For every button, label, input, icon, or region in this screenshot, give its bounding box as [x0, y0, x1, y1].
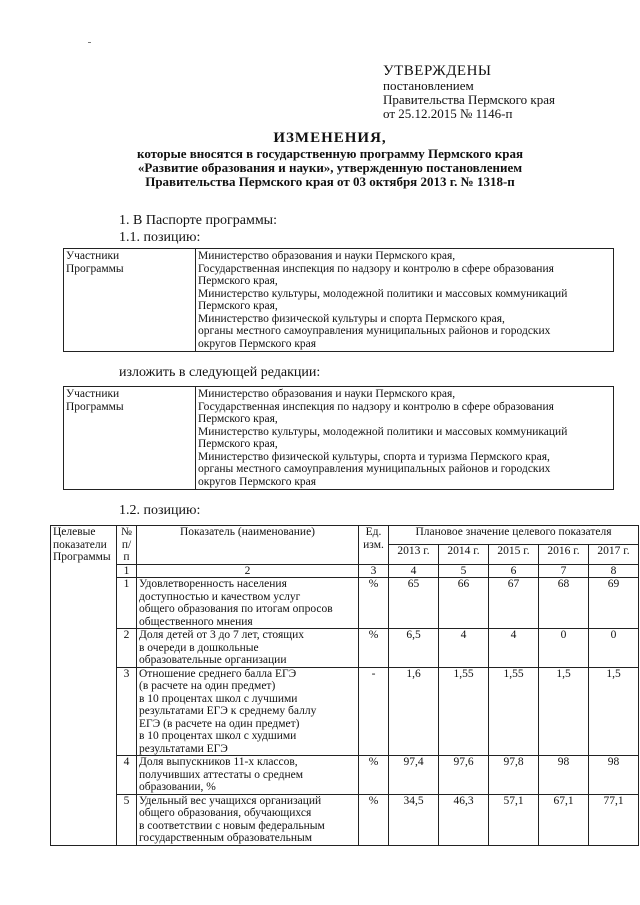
- name-line: Удовлетворенность населения: [139, 578, 287, 590]
- indicator-value: 4: [439, 629, 489, 668]
- name-line: государственным образовательным: [139, 832, 312, 844]
- column-number: 6: [489, 564, 539, 578]
- name-line: в 10 процентах школ с худшими: [139, 730, 297, 742]
- row-number: 4: [117, 756, 137, 795]
- table-row: [51, 578, 639, 629]
- indicator-name: [137, 578, 359, 629]
- table-row: [51, 756, 639, 795]
- restate-instruction: изложить в следующей редакции:: [119, 365, 321, 380]
- participant-line: Министерство физической культуры, спорта и туризма Пермского края,: [198, 450, 550, 463]
- indicator-value: 77,1: [589, 794, 639, 845]
- participant-line: Пермского края,: [198, 413, 278, 425]
- header-line: изм.: [363, 538, 384, 551]
- indicator-value: 97,6: [439, 756, 489, 795]
- participant-line: округов Пермского края: [198, 337, 317, 350]
- header-num: [117, 526, 137, 565]
- table-row: [51, 667, 639, 756]
- document-heading: ИЗМЕНЕНИЯ,: [273, 130, 387, 146]
- indicator-name: [137, 667, 359, 756]
- header-line: №: [121, 526, 132, 538]
- approval-line: от 25.12.2015 № 1146-п: [383, 106, 513, 121]
- participant-line: Министерство образования и науки Пермского края,: [198, 388, 456, 400]
- header-year: 2014 г.: [439, 545, 489, 564]
- indicator-value: 98: [589, 756, 639, 795]
- indicator-unit: %: [359, 794, 389, 845]
- indicator-value: 0: [589, 629, 639, 668]
- row-number: 2: [117, 629, 137, 668]
- name-line: результатами ЕГЭ: [139, 742, 228, 755]
- indicator-value: 34,5: [389, 794, 439, 845]
- participant-line: Пермского края,: [198, 275, 278, 287]
- indicator-value: 1,5: [589, 667, 639, 756]
- table-row: [51, 629, 639, 668]
- name-line: Удельный вес учащихся организаций: [139, 794, 322, 807]
- indicator-value: 97,8: [489, 756, 539, 795]
- label-line: Программы: [53, 551, 111, 563]
- section-heading: 1. В Паспорте программы:: [119, 213, 277, 228]
- table-row: [51, 794, 639, 845]
- indicators-left-label: [51, 526, 117, 846]
- name-line: общественного мнения: [139, 615, 253, 628]
- indicators-table: [50, 525, 639, 846]
- participants-list: [196, 387, 614, 490]
- indicator-name: [137, 629, 359, 668]
- indicator-name: [137, 794, 359, 845]
- row-number: 1: [117, 578, 137, 629]
- row-number: 3: [117, 667, 137, 756]
- indicator-value: 67,1: [539, 794, 589, 845]
- subtitle-line: Правительства Пермского края от 03 октября 2013 г. № 1318-п: [145, 174, 515, 189]
- participant-line: Министерство культуры, молодежной политики и массовых коммуникаций: [198, 287, 568, 300]
- column-number: 5: [439, 564, 489, 578]
- indicator-unit: %: [359, 629, 389, 668]
- header-line: Ед.: [365, 526, 382, 538]
- subtitle-line: которые вносятся в государственную программу Пермского края: [137, 146, 523, 161]
- column-number: 7: [539, 564, 589, 578]
- indicator-value: 66: [439, 578, 489, 629]
- name-line: Доля выпускников 11-х классов,: [139, 756, 298, 768]
- column-number: 4: [389, 564, 439, 578]
- name-line: в очереди в дошкольные: [139, 641, 259, 654]
- participant-line: Министерство физической культуры и спорта Пермского края,: [198, 312, 505, 325]
- participant-line: органы местного самоуправления муниципальных районов и городских: [198, 325, 551, 337]
- label-line: Программы: [66, 400, 124, 413]
- subsection-heading: 1.2. позицию:: [119, 503, 201, 518]
- approval-title: УТВЕРЖДЕНЫ: [383, 63, 492, 79]
- approval-line: Правительства Пермского края: [383, 92, 555, 107]
- participant-line: органы местного самоуправления муниципальных районов и городских: [198, 463, 551, 475]
- passport-table-new: [63, 386, 614, 490]
- participants-list: [196, 249, 614, 352]
- scan-artifact: [88, 42, 91, 43]
- indicator-value: 67: [489, 578, 539, 629]
- header-year: 2016 г.: [539, 545, 589, 564]
- subtitle-line: «Развитие образования и науки», утвержденную постановлением: [137, 160, 523, 175]
- indicator-value: 46,3: [439, 794, 489, 845]
- indicator-value: 1,55: [489, 667, 539, 756]
- name-line: общего образования, обучающихся: [139, 807, 312, 819]
- subsection-heading: 1.1. позицию:: [119, 230, 201, 245]
- name-line: (в расчете на один предмет): [139, 680, 276, 692]
- participant-line: Министерство культуры, молодежной политики и массовых коммуникаций: [198, 425, 568, 438]
- column-number: 3: [359, 564, 389, 578]
- indicator-value: 0: [539, 629, 589, 668]
- column-number: 2: [137, 564, 359, 578]
- passport-table-old: [63, 248, 614, 352]
- indicator-value: 1,5: [539, 667, 589, 756]
- header-plan: Плановое значение целевого показателя: [389, 526, 639, 545]
- indicator-value: 69: [589, 578, 639, 629]
- header-year: 2013 г.: [389, 545, 439, 564]
- participant-line: Пермского края,: [198, 300, 278, 312]
- indicator-value: 97,4: [389, 756, 439, 795]
- participant-line: Пермского края,: [198, 438, 278, 450]
- name-line: образовательные организации: [139, 654, 287, 666]
- indicator-unit: %: [359, 756, 389, 795]
- indicator-name: [137, 756, 359, 795]
- indicator-value: 1,55: [439, 667, 489, 756]
- participant-line: Министерство образования и науки Пермского края,: [198, 250, 456, 262]
- name-line: получивших аттестаты о среднем: [139, 768, 304, 781]
- indicator-value: 68: [539, 578, 589, 629]
- indicator-unit: -: [359, 667, 389, 756]
- indicator-value: 57,1: [489, 794, 539, 845]
- label-line: Программы: [66, 262, 124, 275]
- indicator-value: 98: [539, 756, 589, 795]
- row-number: 5: [117, 794, 137, 845]
- header-year: 2015 г.: [489, 545, 539, 564]
- label-line: Участники: [66, 250, 120, 262]
- header-year: 2017 г.: [589, 545, 639, 564]
- label-line: Участники: [66, 388, 120, 400]
- header-unit: [359, 526, 389, 565]
- name-line: в 10 процентах школ с лучшими: [139, 692, 298, 705]
- participant-line: округов Пермского края: [198, 475, 317, 488]
- document-subtitle: [80, 147, 580, 189]
- participant-line: Государственная инспекция по надзору и контролю в сфере образования: [198, 400, 554, 413]
- column-number: 8: [589, 564, 639, 578]
- header-line: п/п: [121, 538, 132, 563]
- indicator-value: 65: [389, 578, 439, 629]
- column-number: 1: [117, 564, 137, 578]
- indicator-value: 6,5: [389, 629, 439, 668]
- approval-block: [383, 63, 623, 121]
- label-line: Целевые: [53, 526, 96, 538]
- name-line: общего образования по итогам опросов: [139, 603, 333, 615]
- indicator-value: 1,6: [389, 667, 439, 756]
- approval-line: постановлением: [383, 78, 474, 93]
- name-line: в соответствии с новым федеральным: [139, 819, 325, 832]
- indicator-unit: %: [359, 578, 389, 629]
- label-line: показатели: [53, 538, 107, 551]
- name-line: доступностью и качеством услуг: [139, 590, 301, 603]
- participant-line: Государственная инспекция по надзору и контролю в сфере образования: [198, 262, 554, 275]
- name-line: результатами ЕГЭ к среднему баллу: [139, 705, 317, 717]
- name-line: Отношение среднего балла ЕГЭ: [139, 667, 297, 680]
- indicator-value: 4: [489, 629, 539, 668]
- participants-label: [64, 387, 196, 490]
- header-name: Показатель (наименование): [137, 526, 359, 565]
- participants-label: [64, 249, 196, 352]
- name-line: Доля детей от 3 до 7 лет, стоящих: [139, 629, 304, 641]
- name-line: образовании, %: [139, 781, 216, 793]
- name-line: ЕГЭ (в расчете на один предмет): [139, 717, 300, 730]
